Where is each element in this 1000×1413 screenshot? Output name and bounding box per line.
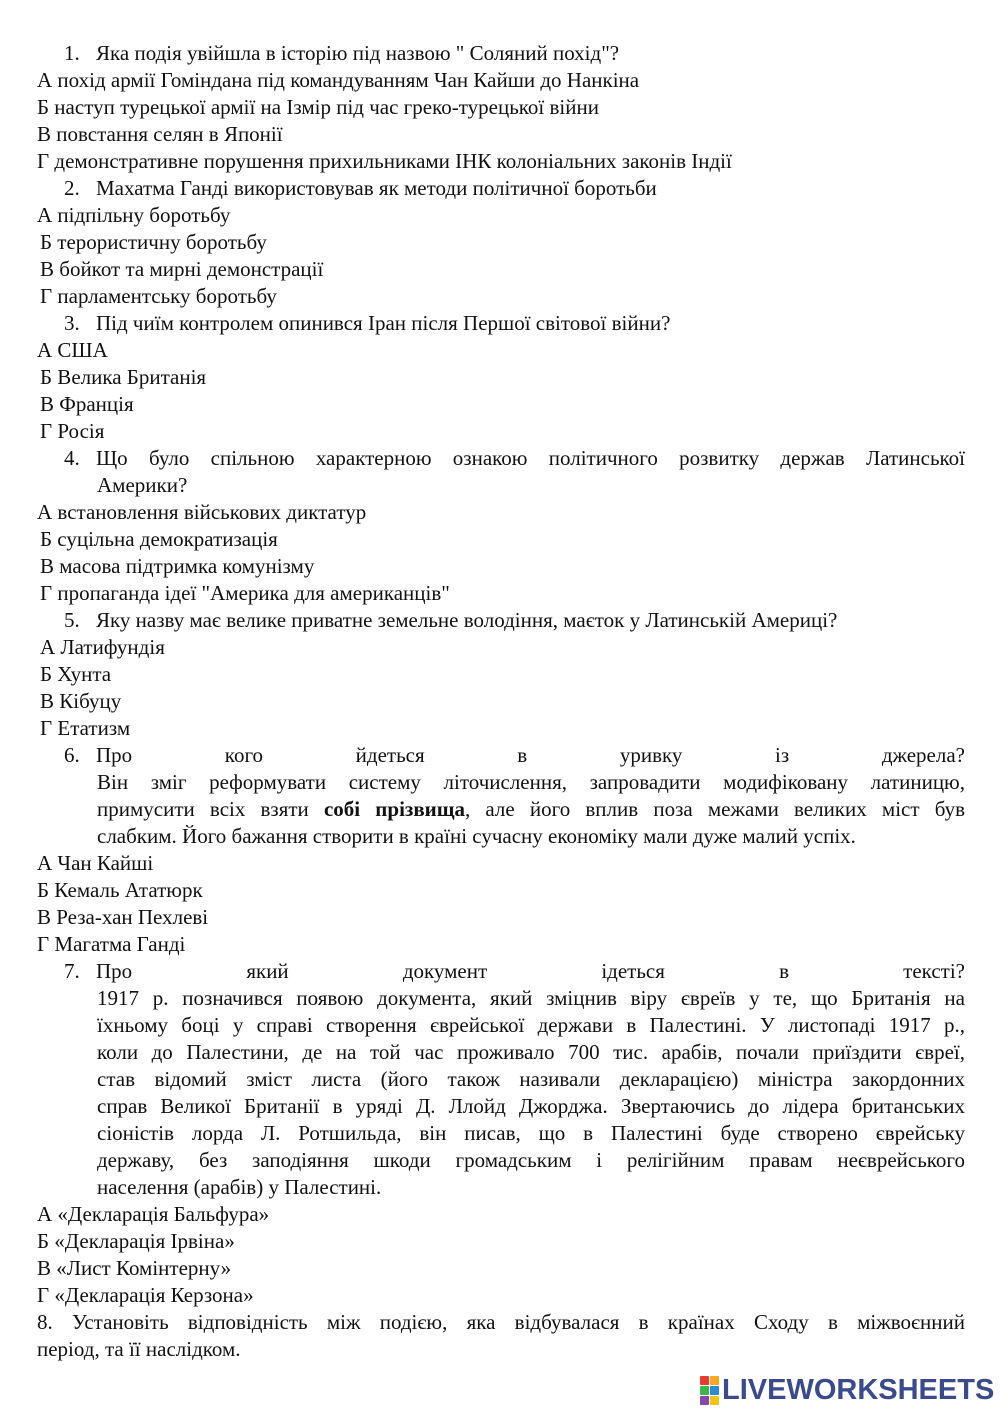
question-number: 2. (64, 176, 80, 200)
answer-option[interactable]: В масова підтримка комунізму (40, 554, 315, 578)
question-text: Яку назву має велике приватне земельне володіння, маєток у Латинській Америці? (96, 608, 838, 632)
question-number: 3. (64, 311, 80, 335)
question-text-continued: Америки? (97, 473, 188, 497)
answer-option[interactable]: А Латифундія (40, 635, 165, 659)
logo-block (710, 1376, 719, 1385)
question-4 (0, 445, 1000, 472)
logo-text: LIVEWORKSHEETS (722, 1373, 995, 1406)
answer-option[interactable]: Г Етатизм (40, 716, 131, 740)
answer-option[interactable]: А США (37, 338, 108, 362)
source-passage: став відомий зміст листа (його також називали декларацією) міністра закордонних (97, 1067, 965, 1091)
question-6 (0, 742, 1000, 769)
question-text: Про який документ ідеться в тексті? (96, 959, 965, 983)
source-passage: 1917 р. позначився появою документа, який зміцнив віру євреїв у те, що Британія на (97, 986, 965, 1010)
logo-block (700, 1396, 709, 1405)
question-2 (0, 175, 1000, 202)
answer-option[interactable]: Г Магатма Ганді (37, 932, 186, 956)
source-passage: їхньому боці у справі створення єврейської держави в Палестині. У листопаді 1917 р., (97, 1013, 965, 1037)
answer-option[interactable]: В Франція (40, 392, 134, 416)
question-text: Махатма Ганді використовував як методи політичної боротьби (96, 176, 657, 200)
answer-option[interactable]: Б «Декларація Ірвіна» (37, 1229, 235, 1253)
question-text: Під чиїм контролем опинився Іран після Першої світової війни? (96, 311, 671, 335)
question-number: 5. (64, 608, 80, 632)
answer-option[interactable]: А похід армії Гоміндана під командуванням Чан Кайши до Нанкіна (37, 68, 640, 92)
question-text: Що було спільною характерною ознакою політичного розвитку держав Латинської (96, 446, 965, 470)
answer-option[interactable]: Б терористичну боротьбу (40, 230, 267, 254)
source-passage: Він зміг реформувати систему літочислення, запровадити модифіковану латиницю, (97, 770, 965, 794)
source-passage: населення (арабів) у Палестині. (97, 1175, 382, 1199)
answer-option[interactable]: Г «Декларація Керзона» (37, 1283, 254, 1307)
source-passage: коли до Палестини, де на той час проживало 700 тис. арабів, почали приїздити євреї, (97, 1040, 965, 1064)
answer-option[interactable]: Б Хунта (40, 662, 112, 686)
question-8-continued: період, та її наслідком. (37, 1337, 241, 1361)
question-number: 4. (64, 446, 80, 470)
answer-option[interactable]: Г парламентську боротьбу (40, 284, 277, 308)
answer-option[interactable]: В Кібуцу (40, 689, 122, 713)
answer-option[interactable]: А «Декларація Бальфура» (37, 1202, 270, 1226)
answer-option[interactable]: А Чан Кайші (37, 851, 154, 875)
answer-option[interactable]: Б Кемаль Ататюрк (37, 878, 203, 902)
answer-option[interactable]: А підпільну боротьбу (37, 203, 231, 227)
question-text: Яка подія увійшла в історію під назвою " Соляний похід"? (96, 41, 620, 65)
answer-option[interactable]: Г пропаганда ідеї "Америка для американців" (40, 581, 450, 605)
source-passage: державу, без заподіяння шкоди громадським і релігійним правам неєврейського (97, 1148, 965, 1172)
passage-text: , але його вплив поза межами великих міст був (465, 797, 965, 821)
passage-bold-text: собі прізвища (323, 797, 466, 821)
answer-option[interactable]: А встановлення військових диктатур (37, 500, 367, 524)
logo-block (700, 1376, 709, 1385)
question-1 (0, 40, 1000, 67)
passage-text: примусити всіх взяти (97, 797, 324, 821)
logo-block (710, 1386, 719, 1395)
question-number: 6. (64, 743, 80, 767)
answer-option[interactable]: В повстання селян в Японії (37, 122, 283, 146)
answer-option[interactable]: Б суцільна демократизація (40, 527, 278, 551)
answer-option[interactable]: Г демонстративне порушення прихильниками ІНК колоніальних законів Індії (37, 149, 732, 173)
logo-block (710, 1396, 719, 1405)
logo-block (700, 1386, 709, 1395)
liveworksheets-logo (700, 1374, 994, 1406)
answer-option[interactable]: В «Лист Комінтерну» (37, 1256, 232, 1280)
answer-option[interactable]: В Реза-хан Пехлеві (37, 905, 209, 929)
question-number: 7. (64, 959, 80, 983)
source-passage: справ Великої Британії в уряді Д. Ллойд Джорджа. Звертаючись до лідера британських (97, 1094, 965, 1118)
answer-option[interactable]: Г Росія (40, 419, 105, 443)
question-8: 8. Установіть відповідність між подією, яка відбувалася в країнах Сходу в міжвоєнний (37, 1310, 965, 1334)
logo-icon (700, 1376, 719, 1405)
answer-option[interactable]: Б наступ турецької армії на Ізмір під час греко-турецької війни (37, 95, 599, 119)
question-5 (0, 607, 1000, 634)
answer-option[interactable]: В бойкот та мирні демонстрації (40, 257, 324, 281)
source-passage: сіоністів лорда Л. Ротшильда, він писав, що в Палестині буде створено єврейську (97, 1121, 965, 1145)
question-3 (0, 310, 1000, 337)
worksheet (0, 40, 1000, 1363)
question-number: 1. (64, 41, 80, 65)
question-7 (0, 958, 1000, 985)
source-passage (0, 796, 1000, 823)
answer-option[interactable]: Б Велика Британія (40, 365, 207, 389)
source-passage: слабким. Його бажання створити в країні сучасну економіку мали дуже малий успіх. (97, 824, 856, 848)
question-text: Про кого йдеться в уривку із джерела? (96, 743, 965, 767)
